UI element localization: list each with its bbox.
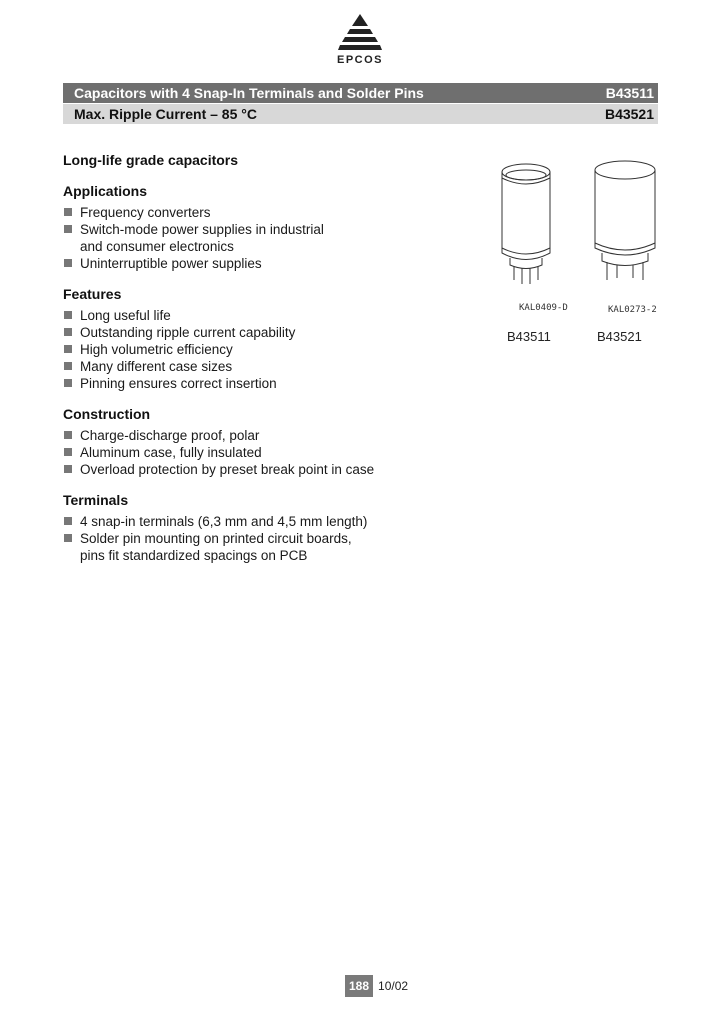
bullet-icon: [64, 328, 72, 336]
bullet-icon: [64, 259, 72, 267]
list-item: Charge-discharge proof, polar: [63, 427, 443, 444]
lead-heading: Long-life grade capacitors: [63, 152, 239, 168]
features-heading: Features: [63, 286, 122, 302]
bullet-icon: [64, 465, 72, 473]
capacitor-drawing: [490, 150, 670, 300]
bullet-icon: [64, 208, 72, 216]
list-item: Aluminum case, fully insulated: [63, 444, 443, 461]
figure-code-right: KAL0273-2: [608, 305, 657, 315]
list-item: Pinning ensures correct insertion: [63, 375, 443, 392]
epcos-triangle-icon: [338, 12, 382, 52]
page-footer: [345, 975, 408, 997]
page-title: Capacitors with 4 Snap-In Terminals and Solder Pins: [74, 85, 424, 101]
figure-label-right: B43521: [597, 329, 642, 344]
list-item: Solder pin mounting on printed circuit boards, pins fit standardized spacings on PCB: [63, 530, 443, 564]
terminals-heading: Terminals: [63, 492, 129, 508]
bullet-icon: [64, 431, 72, 439]
list-item: Long useful life: [63, 307, 443, 324]
list-item: Frequency converters: [63, 204, 443, 221]
construction-heading: Construction: [63, 406, 151, 422]
product-code-2: B43521: [604, 106, 654, 122]
capacitor-b43521-image: [595, 161, 655, 280]
list-item: Overload protection by preset break point in case: [63, 461, 443, 478]
list-item: Outstanding ripple current capability: [63, 324, 443, 341]
list-item: High volumetric efficiency: [63, 341, 443, 358]
epcos-logo: [320, 12, 400, 66]
construction-section: [63, 405, 443, 478]
features-section: [63, 285, 443, 392]
applications-heading: Applications: [63, 183, 148, 199]
figure-code-left: KAL0409-D: [519, 303, 568, 313]
capacitor-b43511-image: [502, 164, 550, 284]
bullet-icon: [64, 517, 72, 525]
terminals-section: [63, 491, 443, 564]
list-item: Many different case sizes: [63, 358, 443, 375]
bullet-icon: [64, 362, 72, 370]
page-subtitle: Max. Ripple Current – 85 °C: [74, 106, 257, 122]
bullet-icon: [64, 345, 72, 353]
list-item: 4 snap-in terminals (6,3 mm and 4,5 mm length): [63, 513, 443, 530]
brand-name: EPCOS: [336, 54, 383, 66]
page-number: 188: [345, 975, 373, 997]
issue-date: 10/02: [378, 979, 409, 993]
bullet-icon: [64, 225, 72, 233]
applications-section: [63, 182, 443, 272]
capacitor-figure: [490, 150, 670, 350]
main-content: [63, 151, 443, 577]
figure-label-left: B43511: [507, 329, 551, 344]
product-code-1: B43511: [605, 85, 654, 101]
title-bar: [63, 83, 658, 103]
subtitle-bar: [63, 104, 658, 124]
bullet-icon: [64, 311, 72, 319]
bullet-icon: [64, 448, 72, 456]
list-item: Uninterruptible power supplies: [63, 255, 443, 272]
bullet-icon: [64, 379, 72, 387]
list-item: Switch-mode power supplies in industrial and consumer electronics: [63, 221, 443, 255]
bullet-icon: [64, 534, 72, 542]
